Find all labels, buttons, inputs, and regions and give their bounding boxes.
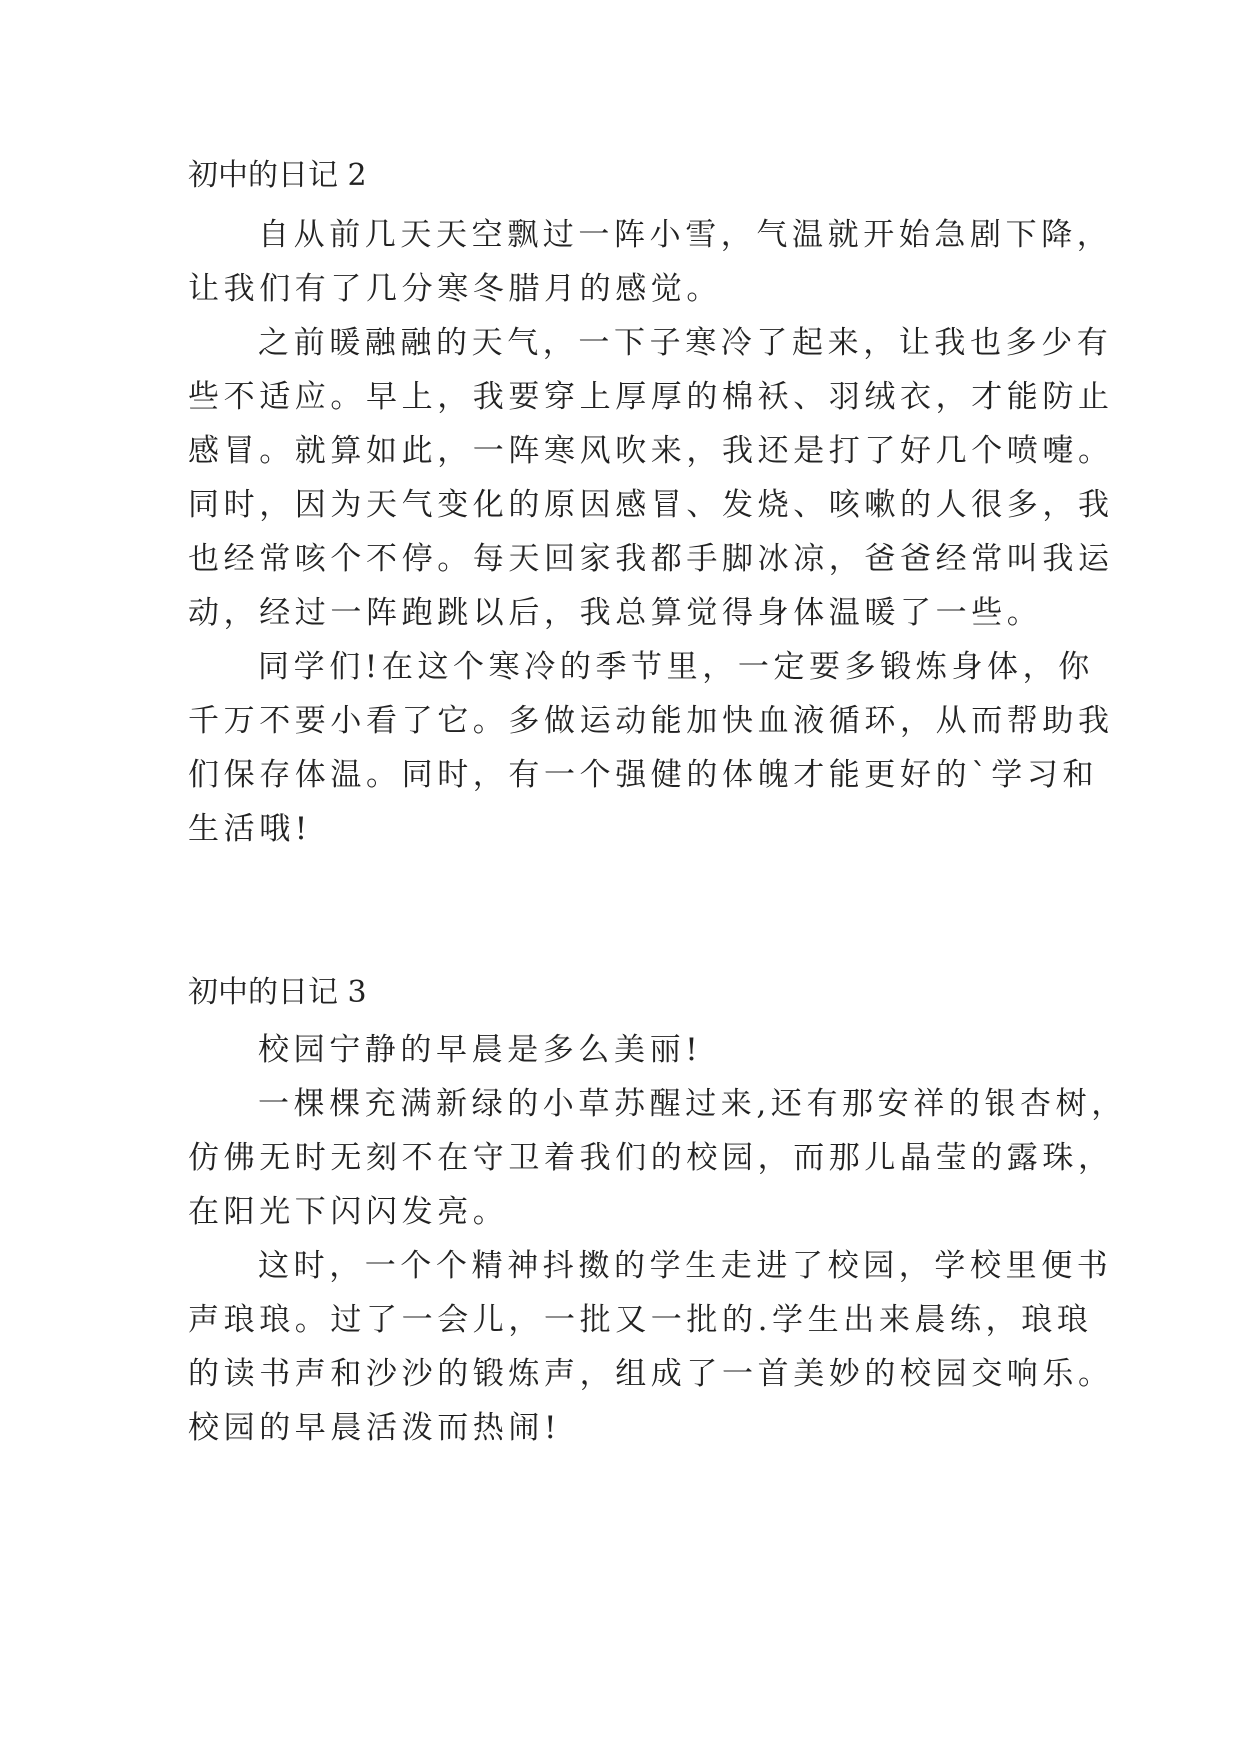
paragraph (188, 1023, 1068, 1077)
text-line: 们保存体温。同时，有一个强健的体魄才能更好的`学习和 (188, 757, 1099, 793)
text-line: 些不适应。早上，我要穿上厚厚的棉袄、羽绒衣，才能防止 (188, 379, 1114, 415)
entry-title: 初中的日记 2 (188, 158, 367, 193)
text-line: 之前暖融融的天气，一下子寒冷了起来，让我也多少有 (258, 325, 1113, 361)
text-line: 让我们有了几分寒冬腊月的感觉。 (188, 271, 722, 307)
text-line: 动，经过一阵跑跳以后，我总算觉得身体温暖了一些。 (188, 595, 1043, 631)
text-line: 生活哦! (188, 811, 312, 847)
entry-title: 初中的日记 3 (188, 975, 367, 1010)
text-line: 这时，一个个精神抖擞的学生走进了校园，学校里便书 (258, 1248, 1113, 1284)
diary-entry-2 (188, 158, 1114, 856)
text-line: 在阳光下闪闪发亮。 (188, 1194, 509, 1230)
text-line: 校园宁静的早晨是多么美丽! (258, 1032, 703, 1068)
text-line: 同学们!在这个寒冷的季节里，一定要多锻炼身体，你 (258, 649, 1094, 685)
paragraph (188, 640, 1114, 856)
paragraph (188, 1077, 1127, 1239)
text-line: 校园的早晨活泼而热闹! (188, 1410, 562, 1446)
paragraph (188, 316, 1114, 640)
text-line: 一棵棵充满新绿的小草苏醒过来,还有那安祥的银杏树， (258, 1086, 1127, 1122)
text-line: 声琅琅。过了一会儿，一批又一批的.学生出来晨练，琅琅 (188, 1302, 1093, 1338)
text-line: 千万不要小看了它。多做运动能加快血液循环，从而帮助我 (188, 703, 1114, 739)
text-line: 的读书声和沙沙的锻炼声，组成了一首美妙的校园交响乐。 (188, 1356, 1114, 1392)
text-line: 仿佛无时无刻不在守卫着我们的校园，而那儿晶莹的露珠， (188, 1140, 1114, 1176)
paragraph (188, 1239, 1114, 1455)
text-line: 感冒。就算如此，一阵寒风吹来，我还是打了好几个喷嚏。 (188, 433, 1114, 469)
text-line: 自从前几天天空飘过一阵小雪，气温就开始急剧下降， (258, 217, 1113, 253)
paragraph (188, 208, 1113, 316)
diary-entry-3 (188, 975, 1127, 1455)
text-line: 同时，因为天气变化的原因感冒、发烧、咳嗽的人很多，我 (188, 487, 1114, 523)
text-line: 也经常咳个不停。每天回家我都手脚冰凉，爸爸经常叫我运 (188, 541, 1114, 577)
